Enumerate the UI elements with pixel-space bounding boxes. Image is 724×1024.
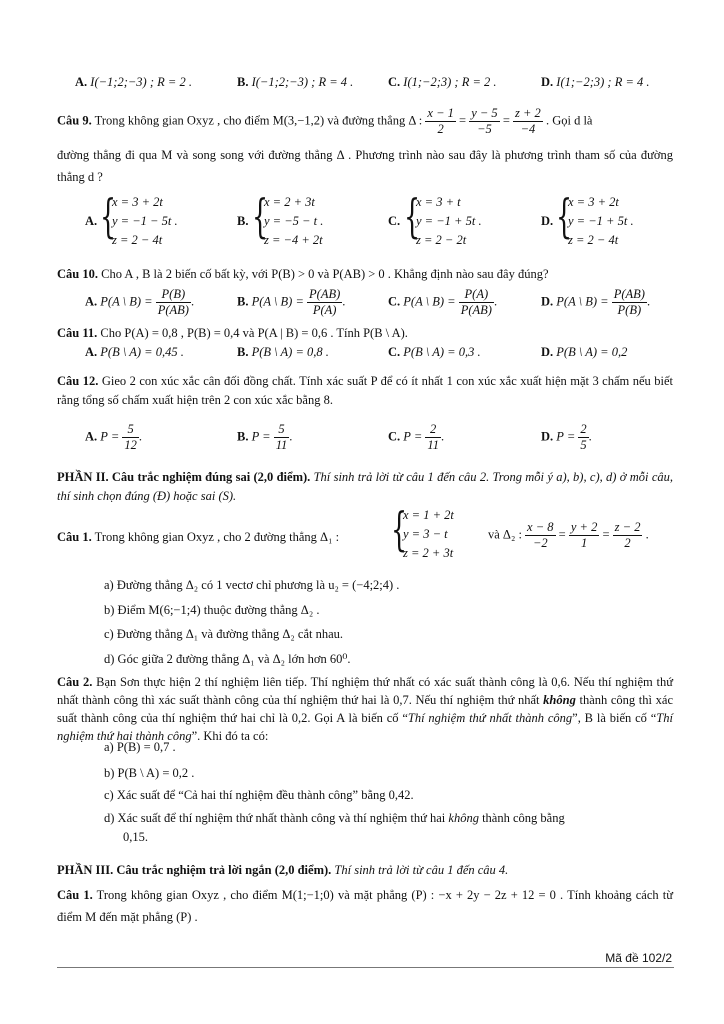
q11-stem: Câu 11. Cho P(A) = 0,8 , P(B) = 0,4 và P(A | B) = 0,6 . Tính P(B \ A). <box>57 326 408 340</box>
part2-q1-b: b) Điểm M(6;−1;4) thuộc đường thẳng Δ₂ . <box>104 603 320 617</box>
page-footer-code: Mã đề 102/2 <box>605 951 672 965</box>
q12-answer-c: C. P = $\frac{2}{11}$ . <box>388 422 445 452</box>
q11-answer-d: D. P(B \ A) = 0,2 <box>541 345 628 359</box>
q9-frac-y: $\frac{y - 5}{-5}$ <box>471 106 498 136</box>
q8-answer-a: A. I(−1;2;−3) ; R = 2 . <box>75 75 192 89</box>
part2-q1-c: c) Đường thẳng Δ₁ và đường thẳng Δ₂ cắt nhau. <box>104 627 344 641</box>
q9-frac-z: $\frac{z + 2}{-4}$ <box>515 106 541 136</box>
q10-answer-b: B. P(A \ B) = $\frac{P(AB)}{P(A)}$ . <box>237 287 346 317</box>
part2-q1-delta2: và Δ₂ : $\frac{x - 8}{-2}$ = $\frac{y + 2}{1}$ = $\frac{z - 2}{2}$ . <box>488 520 649 550</box>
part2-q1-d: d) Góc giữa 2 đường thẳng Δ₁ và Δ₂ lớn hơn 60⁰. <box>104 652 351 666</box>
q8-answer-c: C. I(1;−2;3) ; R = 2 . <box>388 75 497 89</box>
part2-q2-d: d) Xác suất để thí nghiệm thứ nhất thành công và thí nghiệm thứ hai không thành công bằng 0,15. <box>104 811 565 844</box>
part2-q2-a: a) P(B) = 0,7 . <box>104 740 176 754</box>
q9-answer-a-label: A. <box>85 214 98 228</box>
exam-page: A. I(−1;2;−3) ; R = 2 . B. I(−1;2;−3) ; R = 4 . C. I(1;−2;3) ; R = 2 . D. I(1;−2;3) ; R = 4 . Câu 9. Trong không gian Oxyz , cho điểm M(3,−1,2) và đường thẳng Δ : $\frac{x - 1}{2}$ = $\frac{y - 5}{-5}$ = $\frac{z + 2}{-4}$ . Gọi d là đường thẳng đi qua M và song song với đường thẳng Δ . Phương trình nào sau đây là phương trình tham số của đường thẳng d ? A. { x = 3 + 2t y = −1 − 5t . z = 2 − 4t B. { x = 2 + 3t y = −5 − t . z = −4 + 2t C. { x = 3 + t y = −1 + 5t . z = 2 − 2t D. { x = 3 + 2t y = −1 + 5t . z = 2 − 4t Câu 10. Cho A , B là 2 biến cố bất kỳ, với P(B) > 0 và P(AB) > 0 . Khẳng định nào sau đây đúng? A. P(A \ B) = $\frac{P(B)}{P(AB)}$ . B. P(A \ B) = $\frac{P(AB)}{P(A)}$ . C. P(A \ B) = $\frac{P(A)}{P(AB)}$ . D. P(A \ B) = $\frac{P(AB)}{P(B)}$ . Câu 11. Cho P(A) = 0,8 , P(B) = 0,4 và P(A | B) = 0,6 . Tính P(B \ A). A. P(B \ A) = 0,45 . B. P(B \ A) = 0,8 . C. P(B \ A) = 0,3 . D. P(B \ A) = 0,2 Câu 12. Gieo 2 con xúc xắc cân đối đồng chất. Tính xác suất P để có ít nhất 1 con xúc xắc xuất hiện mặt 3 chấm nếu biết rằng tổng số chấm xuất hiện trên 2 con xúc xắc bằng 8. A. P = $\frac{5}{12}$ . B. P = $\frac{5}{11}$ . C. P = $\frac{2}{11}$ . D. P = $\frac{2}{5}$ . PHẦN II. Câu trắc nghiệm đúng sai (2,0 điểm). Thí sinh trả lời từ câu 1 đến câu 2. Trong mỗi ý a), b), c), d) ở mỗi câu, thí sinh chọn đúng (Đ) hoặc sai (S). Câu 1. Trong không gian Oxyz , cho 2 đường thẳng Δ₁ : { x = 1 + 2t y = 3 − t z = 2 + 3t và Δ₂ : $\frac{x - 8}{-2}$ = $\frac{y + 2}{1}$ = $\frac{z - 2}{2}$ . a) Đường thẳng Δ₂ có 1 vectơ chỉ phương là u₂ = (−4;2;4) . b) Điểm M(6;−1;4) thuộc đường thẳng Δ₂ . c) Đường thẳng Δ₁ và đường thẳng Δ₂ cắt nhau. d) Góc giữa 2 đường thẳng Δ₁ và Δ₂ lớn hơn 60⁰. Câu 2. Bạn Sơn thực hiện 2 thí nghiệm liên tiếp. Thí nghiệm thứ nhất có xác suất thành công là 0,6. Nếu thí nghiệm thứ nhất thành công thì xác suất thành công của thí nghiệm thứ hai là 0,7. Nếu thí nghiệm thứ nhất không thành công thì xác suất thành công của thí nghiệm thứ hai chỉ là 0,2. Gọi A là biến cố “Thí nghiệm thứ nhất thành công”, B là biến cố “Thí nghiệm thứ hai thành công”. Khi đó ta có: a) P(B) = 0,7 . b) P(B \ A) = 0,2 . c) Xác suất để “Cả hai thí nghiệm đều thành công” bằng 0,42. d) Xác suất để thí nghiệm thứ nhất thành công và thí nghiệm thứ hai không thành công bằng 0,15. PHẦN III. Câu trắc nghiệm trả lời ngắn (2,0 điểm). Thí sinh trả lời từ câu 1 đến câu 4. Câu 1. Trong không gian Oxyz , cho điểm M(1;−1;0) và mặt phẳng (P) : −x + 2y − 2z + 12 = 0 . Tính khoảng cách từ điểm M đến mặt phẳng (P) . Mã đề 102/2 <box>0 0 724 1024</box>
part2-q1-stem: Câu 1. Trong không gian Oxyz , cho 2 đường thẳng Δ₁ : <box>57 530 340 544</box>
q11-answer-b: B. P(B \ A) = 0,8 . <box>237 345 329 359</box>
q10-answer-a: A. P(A \ B) = $\frac{P(B)}{P(AB)}$ . <box>85 287 195 317</box>
part3-header: PHẦN III. Câu trắc nghiệm trả lời ngắn (2,0 điểm). Thí sinh trả lời từ câu 1 đến câu 4. <box>57 863 509 877</box>
q9-answer-d-label: D. <box>541 214 554 228</box>
q10-stem: Câu 10. Cho A , B là 2 biến cố bất kỳ, với P(B) > 0 và P(AB) > 0 . Khẳng định nào sau đây đúng? <box>57 267 549 281</box>
q9-frac-x: $\frac{x - 1}{2}$ <box>427 106 454 136</box>
part2-q2-c: c) Xác suất để “Cả hai thí nghiệm đều thành công” bằng 0,42. <box>104 788 414 802</box>
q12-answer-b: B. P = $\frac{5}{11}$ . <box>237 422 293 452</box>
part2-header: PHẦN II. Câu trắc nghiệm đúng sai (2,0 điểm). Thí sinh trả lời từ câu 1 đến câu 2. Trong mỗi ý a), b), c), d) ở mỗi câu, thí sinh chọn đúng (Đ) hoặc sai (S). <box>57 470 674 503</box>
part2-q2-stem: Câu 2. Bạn Sơn thực hiện 2 thí nghiệm liên tiếp. Thí nghiệm thứ nhất có xác suất thành công là 0,6. Nếu thí nghiệm thứ nhất thành công thì xác suất thành công của thí nghiệm thứ hai là 0,7. Nếu thí nghiệm thứ nhất không thành công thì xác suất thành công của thí nghiệm thứ hai chỉ là 0,2. Gọi A là biến cố “Thí nghiệm thứ nhất thành công”, B là biến cố “Thí nghiệm thứ hai thành công”. Khi đó ta có: <box>57 675 674 743</box>
part3-q1: Câu 1. Trong không gian Oxyz , cho điểm M(1;−1;0) và mặt phẳng (P) : −x + 2y − 2z + 12 = 0 . Tính khoảng cách từ điểm M đến mặt phẳng (P) . <box>57 888 674 924</box>
q9-line1: Câu 9. Trong không gian Oxyz , cho điểm M(3,−1,2) và đường thẳng Δ : $\frac{x - 1}{2}$ = $\frac{y - 5}{-5}$ = $\frac{z + 2}{-4}$ . Gọi d là <box>57 106 593 136</box>
q9-answer-c-label: C. <box>388 214 401 228</box>
q9-answer-b-label: B. <box>237 214 249 228</box>
q8-answer-d: D. I(1;−2;3) ; R = 4 . <box>541 75 650 89</box>
footer-divider <box>57 967 674 968</box>
q11-answer-c: C. P(B \ A) = 0,3 . <box>388 345 481 359</box>
part2-q1-a: a) Đường thẳng Δ₂ có 1 vectơ chỉ phương là u₂ = (−4;2;4) . <box>104 578 400 592</box>
q10-answer-d: D. P(A \ B) = $\frac{P(AB)}{P(B)}$ . <box>541 287 651 317</box>
q10-answer-c: C. P(A \ B) = $\frac{P(A)}{P(AB)}$ . <box>388 287 498 317</box>
q12-answer-d: D. P = $\frac{2}{5}$ . <box>541 422 592 452</box>
part2-q2-b: b) P(B \ A) = 0,2 . <box>104 766 195 780</box>
q8-answer-b: B. I(−1;2;−3) ; R = 4 . <box>237 75 354 89</box>
q12-stem: Câu 12. Gieo 2 con xúc xắc cân đối đồng chất. Tính xác suất P để có ít nhất 1 con xúc xắc xuất hiện mặt 3 chấm nếu biết rằng tổng số chấm xuất hiện trên 2 con xúc xắc bằng 8. <box>57 374 674 407</box>
q11-answer-a: A. P(B \ A) = 0,45 . <box>85 345 184 359</box>
q9-line2: đường thẳng đi qua M và song song với đường thẳng Δ . Phương trình nào sau đây là phương trình tham số của đường thẳng d ? <box>57 148 673 184</box>
q12-answer-a: A. P = $\frac{5}{12}$ . <box>85 422 143 452</box>
